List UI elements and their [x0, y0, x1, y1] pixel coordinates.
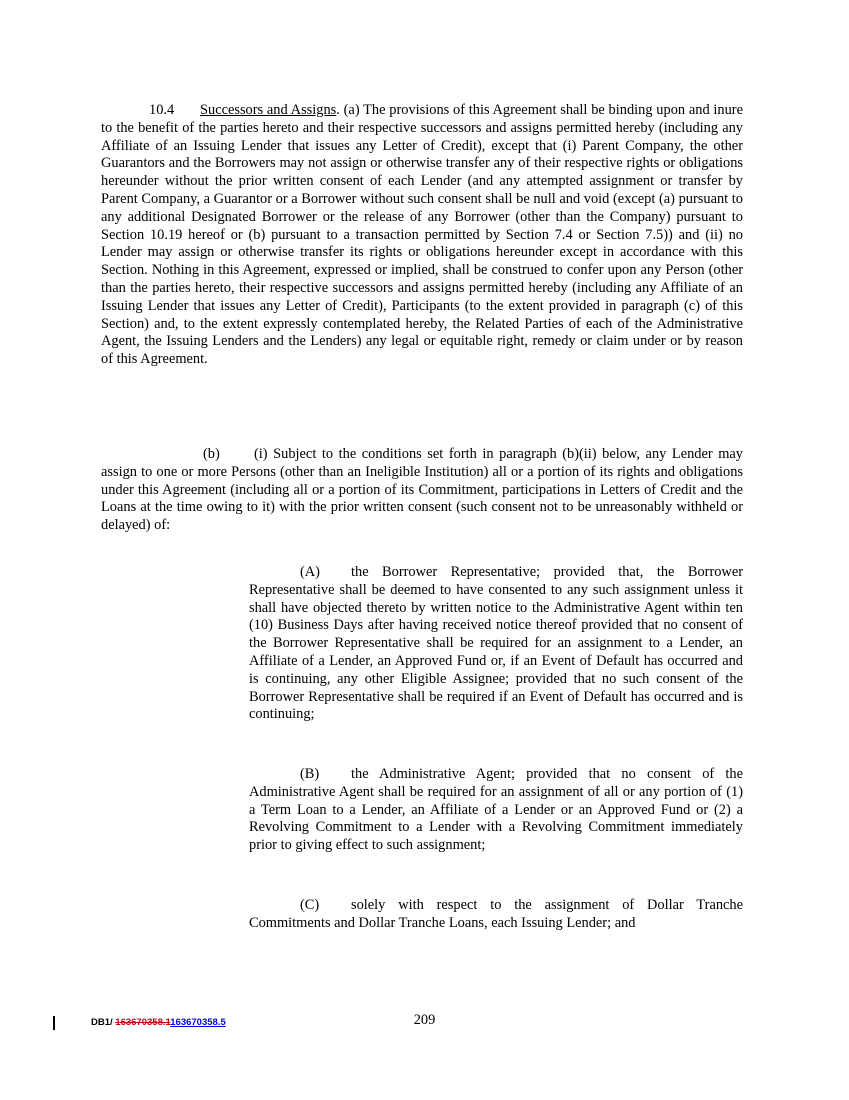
section-10-4-paragraph-a	[101, 102, 743, 369]
clause-c-label: (C)	[300, 897, 320, 913]
clause-c-text: solely with respect to the assignment of Dollar Tranche Commitments and Dollar Tranche Loans, each Issuing Lender; and	[249, 897, 743, 931]
page-number: 209	[413, 1012, 436, 1028]
clause-b-label: (B)	[300, 766, 320, 782]
section-title: Successors and Assigns	[200, 102, 337, 118]
paragraph-b-text: (i) Subject to the conditions set forth in paragraph (b)(ii) below, any Lender may assign to one or more Persons (other than an Ineligible Institution) all or a portion of its rights and obligations under this Agreement (including all or a portion of its Commitment, participations in Letters of Credit and the Loans at the time owing to it) with the prior written consent (such consent not to be unreasonably withheld or delayed) of:	[101, 446, 743, 534]
clause-a-label: (A)	[300, 564, 320, 580]
clause-c	[249, 897, 743, 933]
clause-a	[249, 564, 743, 724]
doc-id-inserted: 163670358.5	[170, 1017, 226, 1028]
clause-b-text: the Administrative Agent; provided that no consent of the Administrative Agent shall be required for an assignment of all or any portion of (1) a Term Loan to a Lender, an Affiliate of a Lender or an Approved Fund or (2) a Revolving Commitment to a Lender with a Revolving Commitment immediately prior to giving effect to such assignment;	[249, 766, 743, 854]
section-number: 10.4	[149, 102, 175, 118]
doc-id-prefix: DB1/	[91, 1017, 116, 1028]
doc-id-deleted: 163670358.1	[115, 1017, 171, 1028]
paragraph-b	[101, 446, 743, 535]
clause-b	[249, 766, 743, 855]
paragraph-a-text: . (a) The provisions of this Agreement shall be binding upon and inure to the benefit of the parties hereto and their respective successors and assigns permitted hereby (including any Affiliate of an Issuing Lender that issues any Letter of Credit), except that (i) Parent Company, the other Guarantors and the Borrowers may not assign or otherwise transfer any of their respective rights or obligations hereunder without the prior written consent of each Lender (and any attempted assignment or transfer by Parent Company, a Guarantor or a Borrower without such consent shall be null and void (except (a) pursuant to any additional Designated Borrower or the release of any Borrower (other than the Company) pursuant to Section 10.19 hereof or (b) pursuant to a transaction permitted by Section 7.4 or Section 7.5)) and (ii) no Lender may assign or otherwise transfer its rights or obligations hereunder except in accordance with this Section. Nothing in this Agreement, expressed or implied, shall be construed to confer upon any Person (other than the parties hereto, their respective successors and assigns permitted hereby (including any Affiliate of an Issuing Lender that issues any Letter of Credit), Participants (to the extent provided in paragraph (c) of this Section) and, to the extent expressly contemplated hereby, the Related Parties of each of the Administrative Agent, the Issuing Lenders and the Lenders) any legal or equitable right, remedy or claim under or by reason of this Agreement.	[101, 102, 743, 368]
clause-a-text: the Borrower Representative; provided that, the Borrower Representative shall be deemed to have consented to any such assignment unless it shall have objected thereto by written notice to the Administrative Agent within ten (10) Business Days after having received notice thereof provided that no consent of the Borrower Representative shall be required for an assignment to a Lender, an Affiliate of a Lender, an Approved Fund or, if an Event of Default has occurred and is continuing, any other Eligible Assignee; provided that no such consent of the Borrower Representative shall be required if an Event of Default has occurred and is continuing;	[249, 564, 743, 723]
paragraph-b-label: (b)	[203, 446, 220, 462]
